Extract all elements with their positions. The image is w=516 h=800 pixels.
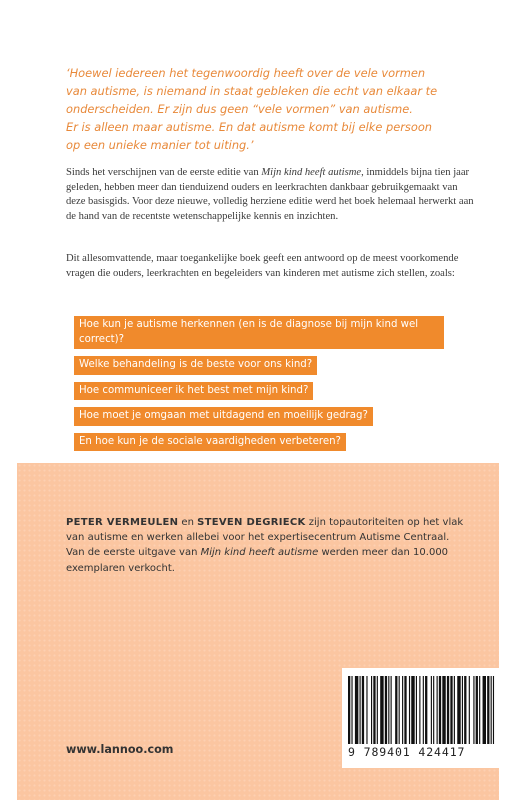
quote-line: ‘Hoewel iedereen het tegenwoordig heeft over de vele vormen (66, 66, 426, 80)
book-title: Mijn kind heeft autisme (261, 167, 362, 178)
question-list (74, 316, 454, 458)
question-item: Hoe communiceer ik het best met mijn kind? (74, 382, 313, 401)
intro-paragraph (66, 166, 476, 224)
quote-line: van autisme, is niemand in staat gebleken die echt van elkaar te (66, 84, 438, 98)
question-item: Hoe kun je autisme herkennen (en is de diagnose bij mijn kind wel correct)? (74, 316, 444, 349)
question-item: Welke behandeling is de beste voor ons kind? (74, 356, 317, 375)
intro-text: , inmiddels bijna tien jaar geleden, hebben meer dan tienduizend ouders en leerkrachten dankbaar gebruikgemaakt van deze basisgids. Voor deze nieuwe, volledig herziene editie werd het boek helemaal herwerkt aan de hand van de recentste wetenschappelijke kennis en inzichten. (66, 167, 474, 222)
quote-line: Er is alleen maar autisme. En dat autisme komt bij elke persoon (66, 120, 433, 134)
bio-text: zijn topautoriteiten op het vlak van autisme en werken allebei voor het expertisecentrum Autisme Centraal. Van de eerste uitgave van (66, 517, 464, 559)
book-title: Mijn kind heeft autisme (200, 547, 319, 559)
quote-line: op een unieke manier tot uiting.’ (66, 138, 254, 152)
quote-line: onderscheiden. Er zijn dus geen “vele vormen” van autisme. (66, 102, 413, 116)
author-name: STEVEN DEGRIECK (197, 517, 306, 528)
isbn-number: 9 789401 424417 (348, 745, 466, 759)
back-cover-quote (66, 64, 466, 154)
author-bio (66, 515, 466, 576)
lead-paragraph: Dit allesomvattende, maar toegankelijke boek geeft een antwoord op de meest voorkomende vragen die ouders, leerkrachten en begeleiders van kinderen met autisme zich stellen, zoals: (66, 253, 459, 279)
bio-text: werden meer dan 10.000 exemplaren verkocht. (66, 547, 449, 574)
intro-text: Sinds het verschijnen van de eerste editie van (66, 167, 262, 178)
author-connector: en (178, 517, 198, 528)
barcode-bars (348, 676, 496, 744)
question-item: En hoe kun je de sociale vaardigheden verbeteren? (74, 433, 346, 452)
question-item: Hoe moet je omgaan met uitdagend en moeilijk gedrag? (74, 407, 373, 426)
author-name: PETER VERMEULEN (66, 517, 179, 528)
barcode (342, 668, 500, 768)
publisher-website[interactable]: www.lannoo.com (66, 743, 174, 756)
